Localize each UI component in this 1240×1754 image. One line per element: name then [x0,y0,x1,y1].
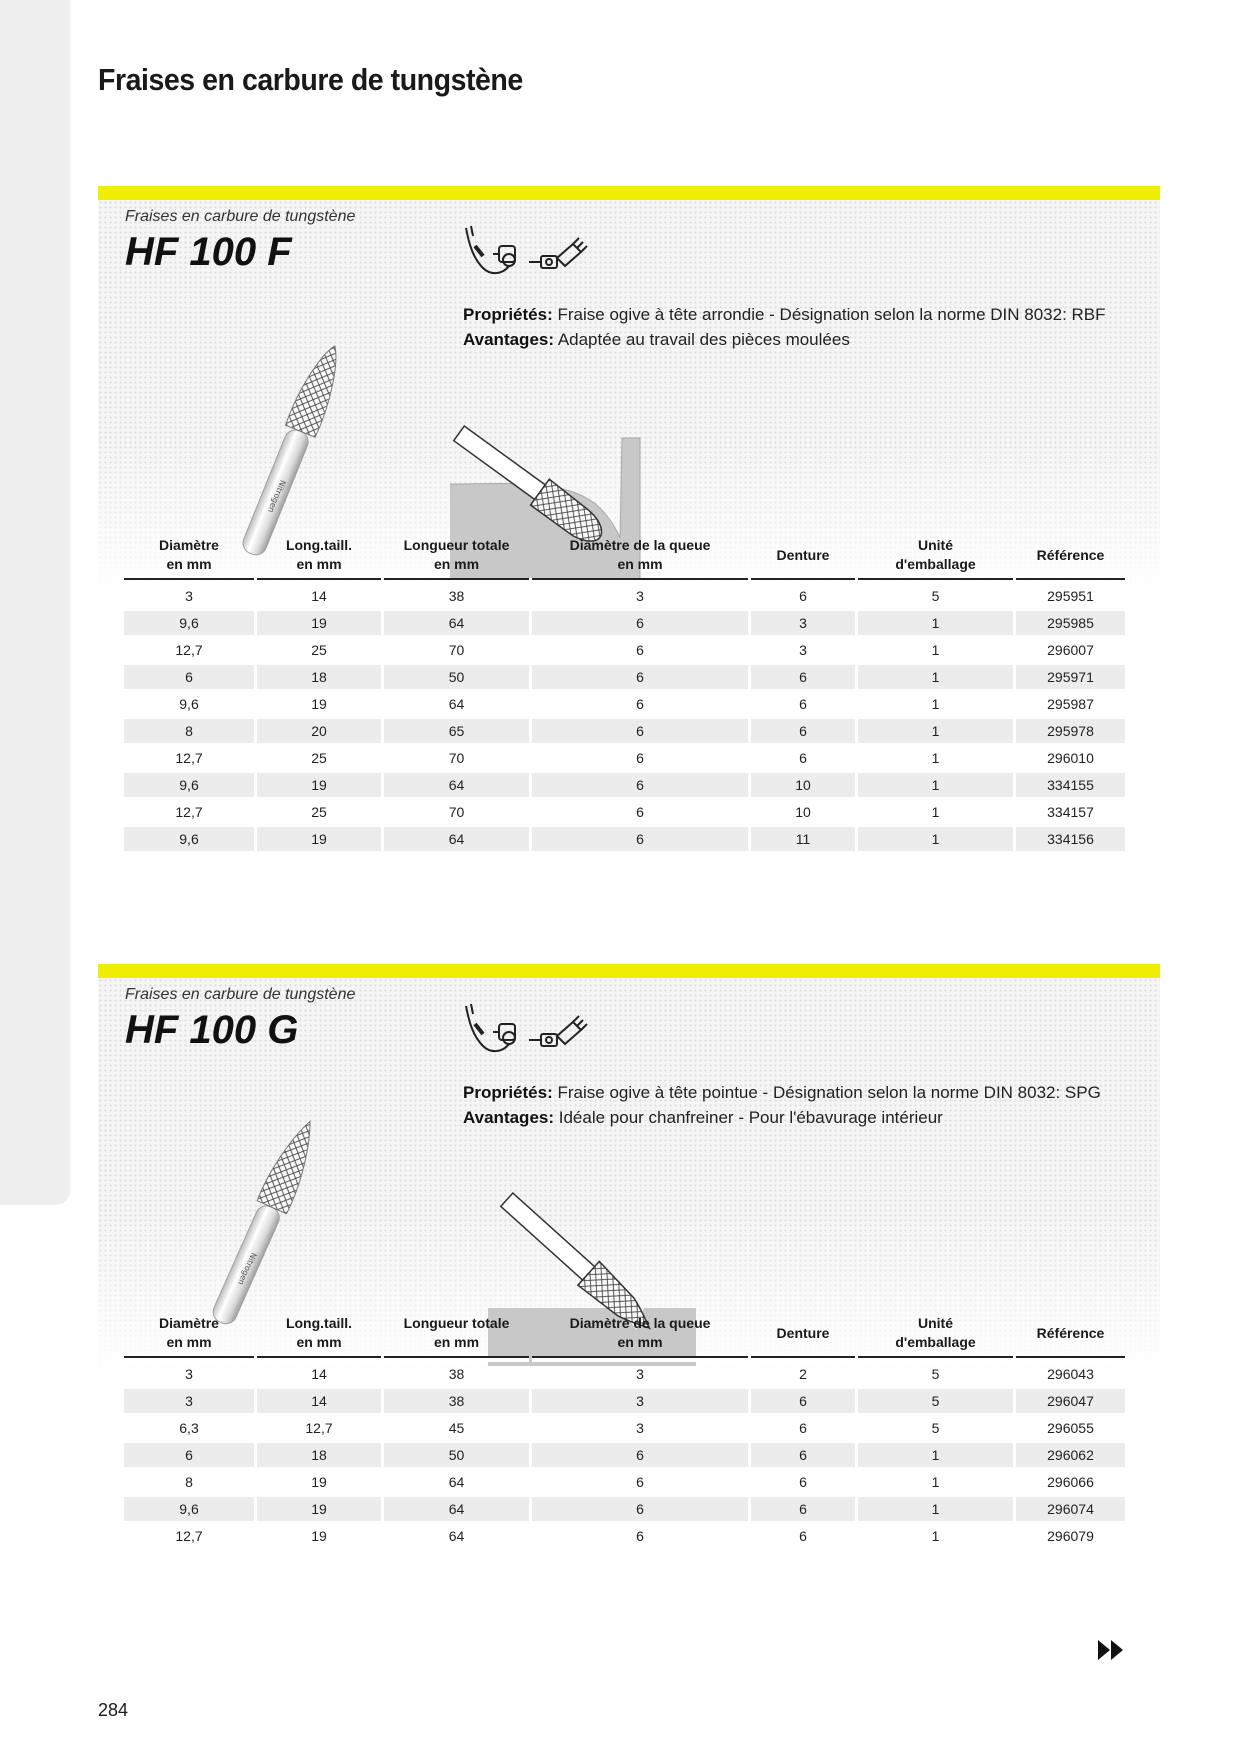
table-cell: 6 [532,611,748,638]
table-cell: 25 [257,746,381,773]
table-cell: 12,7 [257,1416,381,1443]
table-cell: 5 [858,1416,1013,1443]
table-cell: 8 [124,719,254,746]
advantages-text: Adaptée au travail des pièces moulées [557,330,850,349]
col-denture [751,534,855,580]
header-label: en mm [166,1334,212,1350]
table-cell: 3 [751,611,855,638]
table-cell: 295951 [1016,580,1125,611]
col-long-taill [257,534,381,580]
table-cell: 6 [532,773,748,800]
table-cell: 19 [257,1470,381,1497]
table-cell: 5 [858,580,1013,611]
header-label: Long.taill. [285,537,353,553]
header-label: en mm [433,556,480,572]
table-row [124,580,1125,611]
table-cell: 9,6 [124,692,254,719]
table-cell: 10 [751,800,855,827]
table-cell: 64 [384,611,529,638]
table-header-row [124,534,1125,580]
table-cell: 6 [532,665,748,692]
header-label: Unité [918,537,953,553]
table-cell: 9,6 [124,611,254,638]
table-cell: 38 [384,1358,529,1389]
header-label: Unité [918,1315,953,1331]
advantages-line [463,327,1106,352]
header-label: en mm [617,1334,663,1350]
table-cell: 14 [257,1358,381,1389]
table-row [124,746,1125,773]
table-cell: 19 [257,692,381,719]
table-cell: 6 [751,580,855,611]
accent-bar [98,964,1160,978]
table-row [124,773,1125,800]
advantages-line [463,1105,1101,1130]
header-label: Denture [776,546,830,563]
table-cell: 6 [751,1389,855,1416]
table-cell: 6 [532,827,748,854]
table-cell: 12,7 [124,638,254,665]
table-row [124,1389,1125,1416]
table-cell: 6 [532,719,748,746]
header-label: en mm [166,556,212,572]
table-cell: 50 [384,665,529,692]
properties-label: Propriétés: [463,305,553,324]
table-cell: 18 [257,665,381,692]
table-cell: 1 [858,638,1013,665]
table-cell: 6 [532,746,748,773]
table-cell: 10 [751,773,855,800]
header-label: Denture [776,1324,830,1341]
table-cell: 6 [532,800,748,827]
table-row [124,1470,1125,1497]
table-cell: 1 [858,692,1013,719]
col-diametre [124,1312,254,1358]
col-unite-emballage [858,534,1013,580]
header-label: Long.taill. [285,1315,353,1331]
specs-table [121,1312,1128,1551]
table-cell: 6 [751,719,855,746]
table-cell: 5 [858,1389,1013,1416]
table-header-row [124,1312,1125,1358]
table-cell: 334155 [1016,773,1125,800]
table-cell: 6 [532,692,748,719]
table-cell: 2 [751,1358,855,1389]
table-cell: 1 [858,1443,1013,1470]
table-cell: 6 [124,665,254,692]
product-hf-100-g [98,964,1160,1624]
table-cell: 295978 [1016,719,1125,746]
table-cell: 70 [384,638,529,665]
header-label: d'emballage [895,1334,976,1350]
table-cell: 9,6 [124,1497,254,1524]
header-label: Longueur totale [403,1315,510,1331]
table-cell: 5 [858,1358,1013,1389]
table-cell: 6 [532,1443,748,1470]
table-cell: 64 [384,1470,529,1497]
table-row [124,1443,1125,1470]
table-cell: 70 [384,746,529,773]
table-cell: 296007 [1016,638,1125,665]
flexible-shaft-icon [466,226,515,273]
table-cell: 12,7 [124,800,254,827]
header-label: Référence [1036,1324,1105,1341]
table-cell: 25 [257,638,381,665]
table-cell: 1 [858,1524,1013,1551]
table-cell: 296010 [1016,746,1125,773]
table-cell: 6 [124,1443,254,1470]
table-cell: 296079 [1016,1524,1125,1551]
table-cell: 64 [384,1497,529,1524]
table-cell: 3 [124,1389,254,1416]
table-cell: 14 [257,580,381,611]
table-row [124,1358,1125,1389]
table-cell: 9,6 [124,773,254,800]
table-row [124,1524,1125,1551]
table-cell: 1 [858,746,1013,773]
table-cell: 70 [384,800,529,827]
table-cell: 1 [858,719,1013,746]
col-denture [751,1312,855,1358]
product-description [463,1080,1101,1130]
properties-text: Fraise ogive à tête arrondie - Désignation selon la norme DIN 8032: RBF [557,305,1106,324]
product-photo [190,1110,340,1340]
col-unite-emballage [858,1312,1013,1358]
product-subtitle: Fraises en carbure de tungstène [125,986,356,1003]
table-row [124,1497,1125,1524]
table-cell: 296066 [1016,1470,1125,1497]
table-cell: 18 [257,1443,381,1470]
header-label: Longueur totale [403,537,510,553]
table-cell: 6 [532,1470,748,1497]
properties-line [463,302,1106,327]
header-label: Référence [1036,546,1105,563]
table-cell: 3 [532,1389,748,1416]
col-reference [1016,534,1125,580]
tool-icons [463,224,593,285]
table-row [124,611,1125,638]
col-long-taill [257,1312,381,1358]
product-hf-100-f [98,186,1160,916]
table-cell: 65 [384,719,529,746]
table-cell: 296047 [1016,1389,1125,1416]
col-diametre-queue [532,534,748,580]
header-label: Diamètre de la queue [569,537,711,553]
table-cell: 3 [532,1416,748,1443]
product-model: HF 100 F [125,230,292,274]
table-cell: 1 [858,827,1013,854]
table-cell: 19 [257,1524,381,1551]
table-cell: 64 [384,1524,529,1551]
table-cell: 6 [751,1443,855,1470]
svg-text:Nitrogen: Nitrogen [266,478,288,514]
table-cell: 64 [384,692,529,719]
table-cell: 6 [751,746,855,773]
table-cell: 1 [858,1497,1013,1524]
table-cell: 6 [532,1524,748,1551]
product-model: HF 100 G [125,1008,299,1052]
table-row [124,692,1125,719]
col-diametre-queue [532,1312,748,1358]
header-label: en mm [296,556,342,572]
table-cell: 50 [384,1443,529,1470]
header-label: en mm [617,556,663,572]
flexible-shaft-icon [466,1004,515,1051]
properties-text: Fraise ogive à tête pointue - Désignation selon la norme DIN 8032: SPG [557,1083,1101,1102]
side-tab [0,0,70,1205]
table-cell: 38 [384,1389,529,1416]
fast-forward-icon[interactable] [1096,1638,1126,1662]
table-cell: 3 [532,580,748,611]
specs-table [121,534,1128,854]
table-cell: 3 [124,580,254,611]
table-cell: 6 [532,638,748,665]
table-cell: 6 [751,1470,855,1497]
table-row [124,719,1125,746]
table-cell: 45 [384,1416,529,1443]
table-cell: 1 [858,665,1013,692]
table-cell: 1 [858,800,1013,827]
properties-line [463,1080,1101,1105]
table-cell: 9,6 [124,827,254,854]
header-label: d'emballage [895,556,976,572]
advantages-text: Idéale pour chanfreiner - Pour l'ébavurage intérieur [558,1108,943,1127]
table-cell: 11 [751,827,855,854]
tool-icons [463,1002,593,1063]
table-cell: 295971 [1016,665,1125,692]
table-row [124,827,1125,854]
table-cell: 295987 [1016,692,1125,719]
table-cell: 6 [751,1497,855,1524]
col-reference [1016,1312,1125,1358]
col-longueur-totale [384,1312,529,1358]
table-cell: 6 [532,1497,748,1524]
die-grinder-icon [529,238,587,268]
col-diametre [124,534,254,580]
table-row [124,665,1125,692]
table-cell: 6 [751,1416,855,1443]
page-number: 284 [98,1700,129,1720]
header-label: Diamètre [159,537,219,553]
product-description [463,302,1106,352]
table-row [124,800,1125,827]
table-cell: 19 [257,773,381,800]
table-row [124,638,1125,665]
table-cell: 3 [532,1358,748,1389]
table-cell: 6 [751,1524,855,1551]
table-cell: 296043 [1016,1358,1125,1389]
table-cell: 1 [858,1470,1013,1497]
table-cell: 334157 [1016,800,1125,827]
header-label: en mm [433,1334,480,1350]
table-cell: 64 [384,773,529,800]
table-row [124,1416,1125,1443]
table-cell: 296062 [1016,1443,1125,1470]
header-label: en mm [296,1334,342,1350]
table-cell: 3 [124,1358,254,1389]
table-cell: 296074 [1016,1497,1125,1524]
table-cell: 14 [257,1389,381,1416]
table-cell: 64 [384,827,529,854]
table-cell: 1 [858,773,1013,800]
table-cell: 334156 [1016,827,1125,854]
header-label: Diamètre [159,1315,219,1331]
table-cell: 19 [257,611,381,638]
header-label: Diamètre de la queue [569,1315,711,1331]
table-cell: 12,7 [124,746,254,773]
table-cell: 38 [384,580,529,611]
table-cell: 296055 [1016,1416,1125,1443]
advantages-label: Avantages: [463,1108,555,1127]
table-cell: 20 [257,719,381,746]
page-title: Fraises en carbure de tungstène [98,62,523,97]
table-cell: 25 [257,800,381,827]
table-cell: 295985 [1016,611,1125,638]
advantages-label: Avantages: [463,330,555,349]
accent-bar [98,186,1160,200]
properties-label: Propriétés: [463,1083,553,1102]
die-grinder-icon [529,1016,587,1046]
table-cell: 3 [751,638,855,665]
table-cell: 6,3 [124,1416,254,1443]
table-cell: 1 [858,611,1013,638]
table-cell: 6 [751,692,855,719]
table-cell: 19 [257,1497,381,1524]
table-cell: 12,7 [124,1524,254,1551]
product-subtitle: Fraises en carbure de tungstène [125,208,356,225]
svg-text:Nitrogen: Nitrogen [236,1251,259,1287]
col-longueur-totale [384,534,529,580]
table-cell: 8 [124,1470,254,1497]
table-cell: 6 [751,665,855,692]
table-cell: 19 [257,827,381,854]
